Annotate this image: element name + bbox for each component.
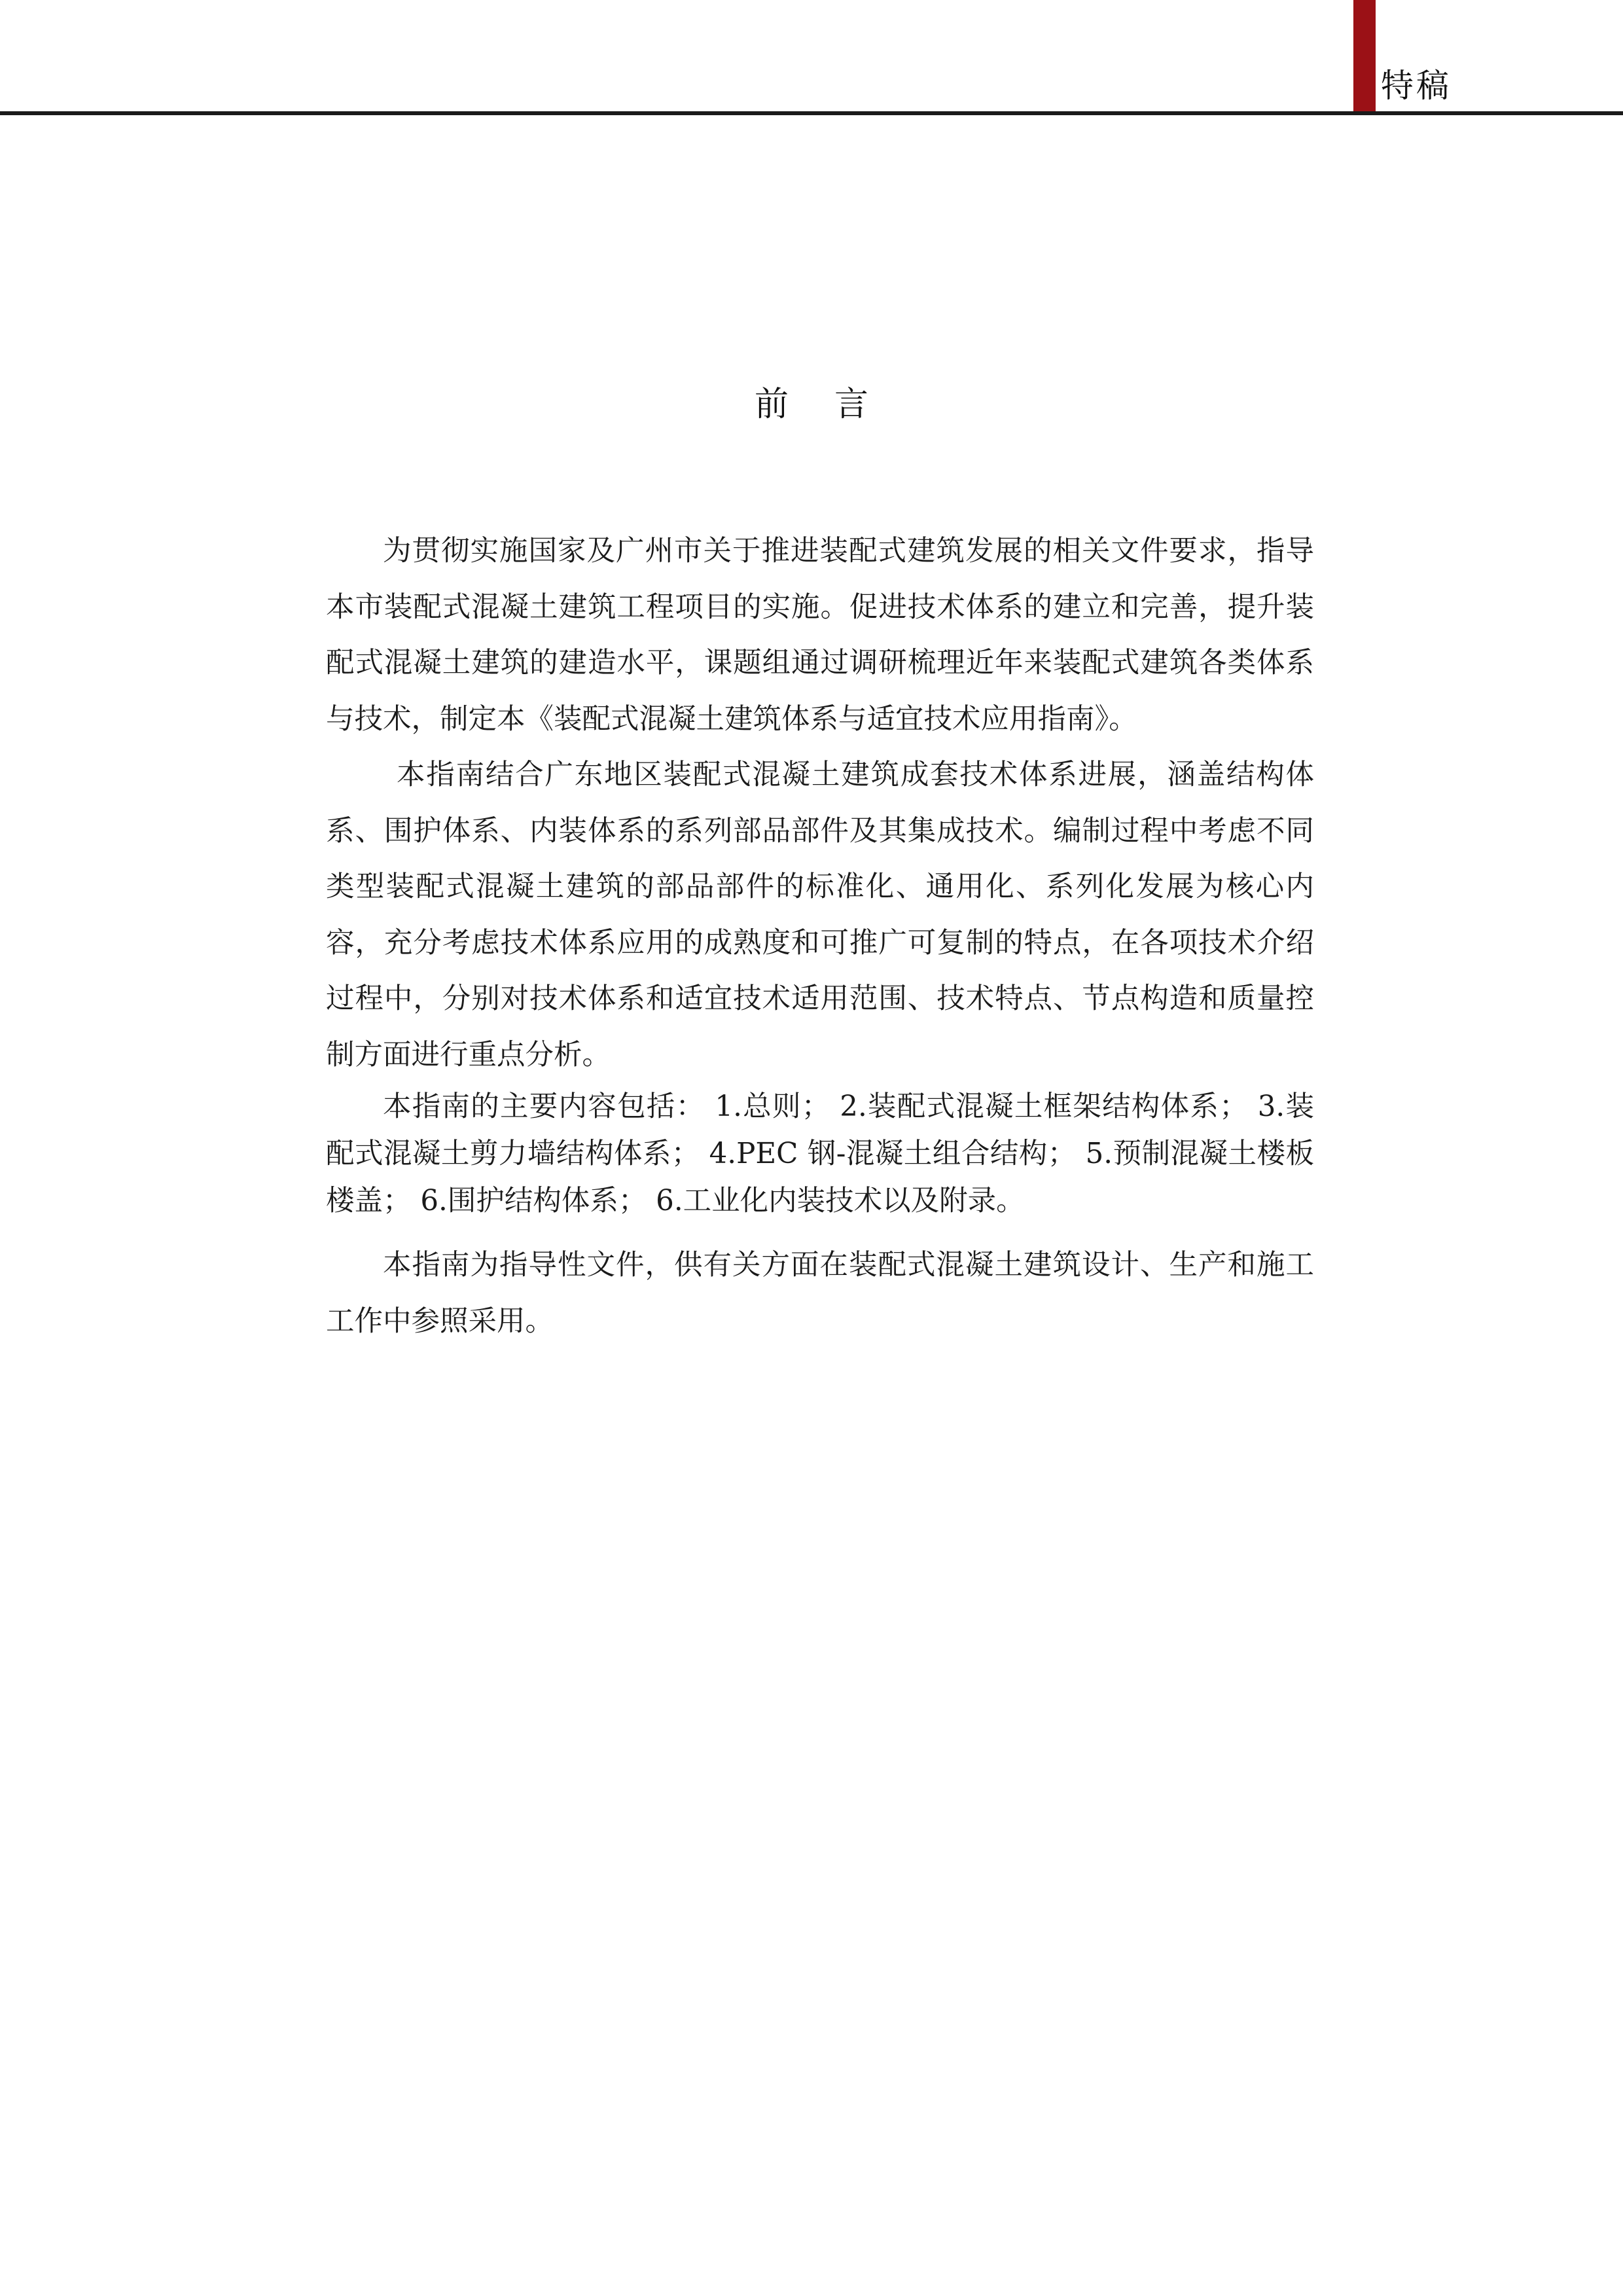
section-label: 特稿 bbox=[1381, 67, 1452, 105]
page-title: 前言 bbox=[754, 385, 914, 424]
header-accent-bar bbox=[1353, 0, 1376, 114]
paragraph: 本指南结合广东地区装配式混凝土建筑成套技术体系进展，涵盖结构体系、围护体系、内装体系的系列部品部件及其集成技术。编制过程中考虑不同类型装配式混凝土建筑的部品部件的标准化、通用化、系列化发展为核心内容，充分考虑技术体系应用的成熟度和可推广可复制的特点，在各项技术介绍过程中，分别对技术体系和适宜技术适用范围、技术特点、节点构造和质量控制方面进行重点分析。 bbox=[326, 759, 1314, 1071]
paragraph: 为贯彻实施国家及广州市关于推进装配式建筑发展的相关文件要求，指导本市装配式混凝土建筑工程项目的实施。促进技术体系的建立和完善，提升装配式混凝土建筑的建造水平，课题组通过调研梳理近年来装配式建筑各类体系与技术，制定本《装配式混凝土建筑体系与适宜技术应用指南》。 bbox=[326, 535, 1314, 736]
paragraph: 本指南为指导性文件，供有关方面在装配式混凝土建筑设计、生产和施工工作中参照采用。 bbox=[326, 1249, 1314, 1338]
preface-body bbox=[326, 524, 1314, 1350]
paragraph: 本指南的主要内容包括： 1.总则； 2.装配式混凝土框架结构体系； 3.装配式混凝土剪力墙结构体系； 4.PEC 钢-混凝土组合结构； 5.预制混凝土楼板楼盖； 6.围护结构体系； 6.工业化内装技术以及附录。 bbox=[326, 1090, 1314, 1217]
header-rule bbox=[0, 111, 1623, 115]
